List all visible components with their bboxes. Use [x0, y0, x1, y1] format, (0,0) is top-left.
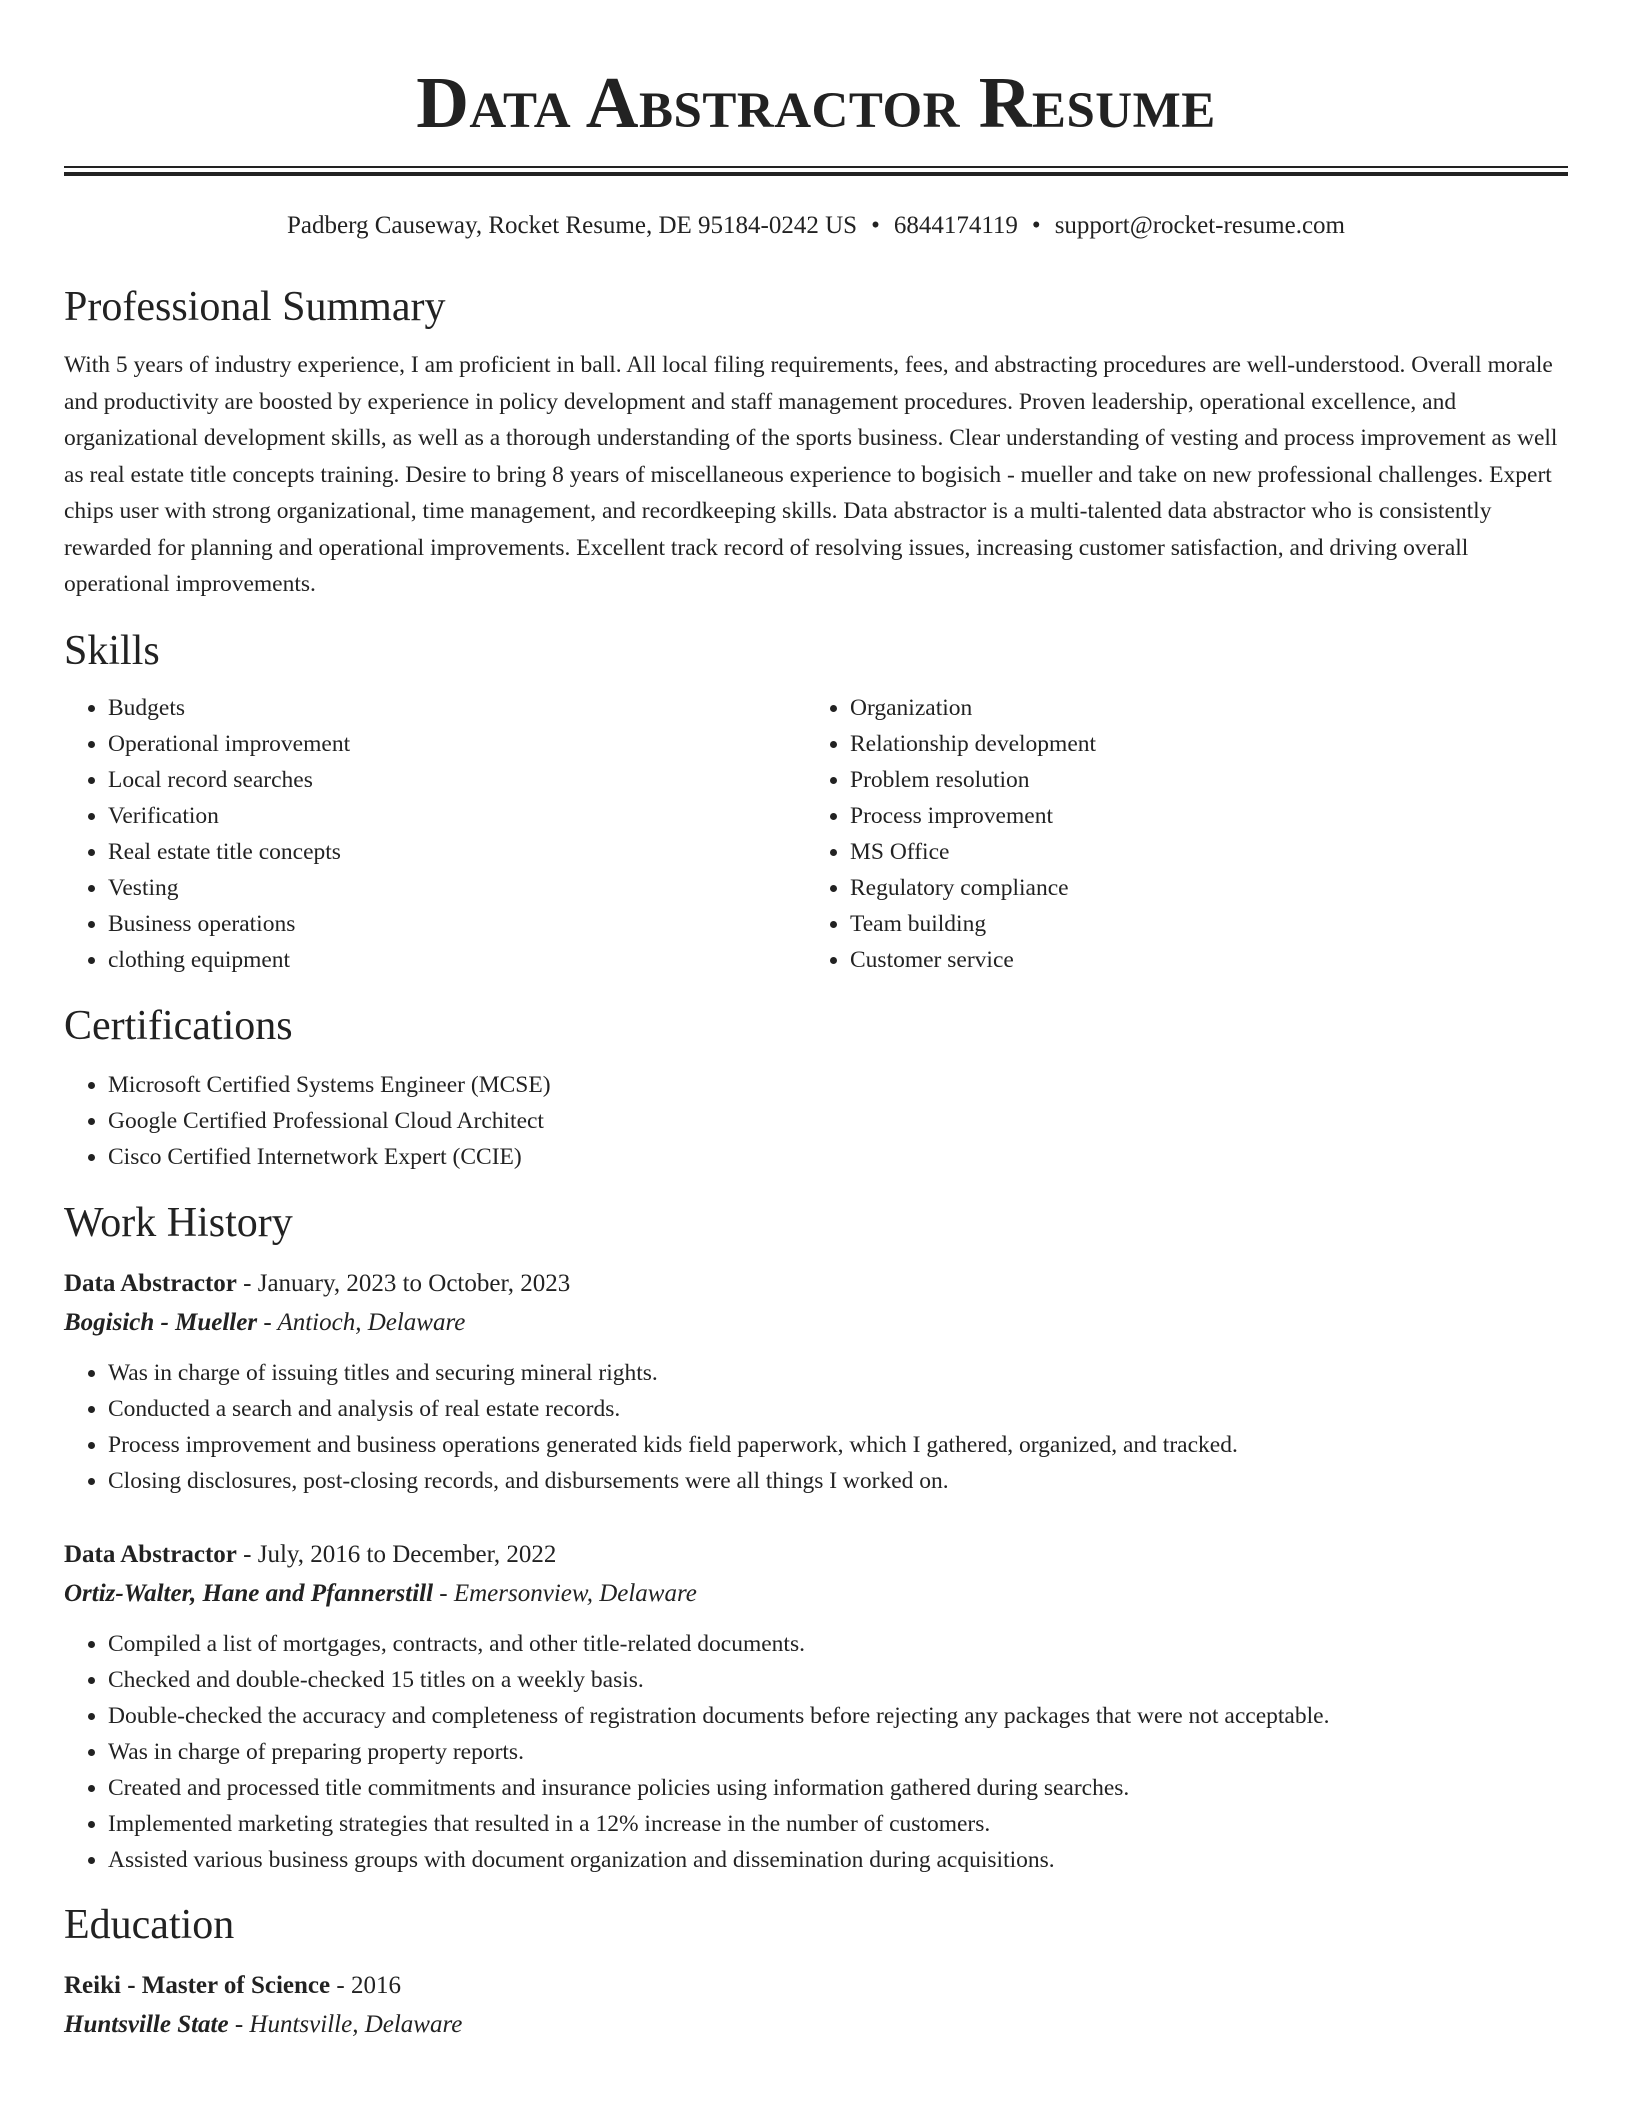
skill-item: • Regulatory compliance [850, 870, 1548, 906]
skills-columns [64, 690, 1568, 978]
job-dates: - January, 2023 to October, 2023 [236, 1269, 571, 1297]
skill-item: • Verification [108, 798, 806, 834]
contact-phone: 6844174119 [893, 212, 1018, 239]
job-bullet: • Was in charge of issuing titles and securing mineral rights. [108, 1355, 1568, 1391]
skill-item: • Problem resolution [850, 762, 1548, 798]
job-location: - Antioch, Delaware [257, 1308, 466, 1336]
summary-heading: Professional Summary [64, 284, 446, 330]
skill-item: • Customer service [850, 942, 1548, 978]
certification-item: • Microsoft Certified Systems Engineer (MCSE) [108, 1067, 1568, 1103]
certifications-list [64, 1067, 1568, 1175]
education-year: - 2016 [330, 1971, 401, 1999]
certification-item: • Google Certified Professional Cloud Architect [108, 1103, 1568, 1139]
job-bullet: • Double-checked the accuracy and completeness of registration documents before rejecting any packages that were not acceptable. [108, 1698, 1568, 1734]
job-bullets [64, 1355, 1568, 1499]
certifications-heading: Certifications [64, 1002, 293, 1049]
education-heading: Education [64, 1901, 235, 1948]
job-bullet: • Created and processed title commitments and insurance policies using information gathered during searches. [108, 1770, 1568, 1806]
job-dates: - July, 2016 to December, 2022 [236, 1540, 557, 1568]
education-degree: Reiki - Master of Science [64, 1971, 331, 1999]
title-double-rule [64, 166, 1568, 176]
certification-item: • Cisco Certified Internetwork Expert (CCIE) [108, 1139, 1568, 1175]
education-school: Huntsville State [64, 2010, 229, 2038]
job-company: Bogisich - Mueller [64, 1308, 258, 1336]
job-bullet: • Assisted various business groups with document organization and dissemination during acquisitions. [108, 1842, 1568, 1878]
job-bullet: • Conducted a search and analysis of real estate records. [108, 1391, 1568, 1427]
job-location: - Emersonview, Delaware [433, 1579, 697, 1607]
contact-separator: • [871, 212, 880, 239]
resume-title: Data Abstractor Resume [416, 62, 1216, 143]
skill-item: • MS Office [850, 834, 1548, 870]
contact-email: support@rocket-resume.com [1054, 212, 1345, 239]
skill-item: • Relationship development [850, 726, 1548, 762]
contact-line [64, 210, 1568, 242]
skill-item: • Vesting [108, 870, 806, 906]
skill-item: • Local record searches [108, 762, 806, 798]
skill-item: • Budgets [108, 690, 806, 726]
job-title: Data Abstractor [64, 1269, 237, 1297]
job-bullets [64, 1626, 1568, 1878]
job-bullet: • Compiled a list of mortgages, contracts, and other title-related documents. [108, 1626, 1568, 1662]
education-school-line [64, 2005, 1568, 2044]
education-degree-line [64, 1966, 1568, 2005]
skill-item: • Operational improvement [108, 726, 806, 762]
work-history-heading: Work History [64, 1199, 293, 1246]
job-entry [64, 1535, 1568, 1878]
job-bullet: • Closing disclosures, post-closing records, and disbursements were all things I worked on. [108, 1463, 1568, 1499]
skill-item: • clothing equipment [108, 942, 806, 978]
skills-heading: Skills [64, 627, 160, 674]
job-bullet: • Checked and double-checked 15 titles on a weekly basis. [108, 1662, 1568, 1698]
contact-address: Padberg Causeway, Rocket Resume, DE 95184-0242 US [287, 212, 858, 239]
skill-item: • Real estate title concepts [108, 834, 806, 870]
job-company-line [64, 1574, 1568, 1613]
job-company-line [64, 1303, 1568, 1342]
summary-text: With 5 years of industry experience, I am proficient in ball. All local filing requirements, fees, and abstracting procedures are well-understood. Overall morale and productivity are boosted by experience in policy development and staff management procedures. Proven leadership, operational excellence, and organizational development skills, as well as a thorough understanding of the sports business. Clear understanding of vesting and process improvement as well as real estate title concepts training. Desire to bring 8 years of miscellaneous experience to bogisich - mueller and take on new professional challenges. Expert chips user with strong organizational, time management, and recordkeeping skills. Data abstractor is a multi-talented data abstractor who is consistently rewarded for planning and operational improvements. Excellent track record of resolving issues, increasing customer satisfaction, and driving overall operational improvements. [64, 352, 1558, 597]
job-company: Ortiz-Walter, Hane and Pfannerstill [64, 1579, 434, 1607]
job-bullet: • Was in charge of preparing property reports. [108, 1734, 1568, 1770]
skills-right-column [806, 690, 1548, 978]
skills-left-column [64, 690, 806, 978]
skill-item: • Organization [850, 690, 1548, 726]
skill-item: • Team building [850, 906, 1548, 942]
education-location: - Huntsville, Delaware [228, 2010, 463, 2038]
contact-separator: • [1031, 212, 1041, 239]
education-entry [64, 1966, 1568, 2044]
skill-item: • Business operations [108, 906, 806, 942]
job-title: Data Abstractor [64, 1540, 237, 1568]
job-bullet: • Implemented marketing strategies that resulted in a 12% increase in the number of customers. [108, 1806, 1568, 1842]
job-title-line [64, 1535, 1568, 1574]
job-title-line [64, 1264, 1568, 1303]
job-bullet: • Process improvement and business operations generated kids field paperwork, which I gathered, organized, and tracked. [108, 1427, 1568, 1463]
job-entry [64, 1264, 1568, 1499]
skill-item: • Process improvement [850, 798, 1548, 834]
